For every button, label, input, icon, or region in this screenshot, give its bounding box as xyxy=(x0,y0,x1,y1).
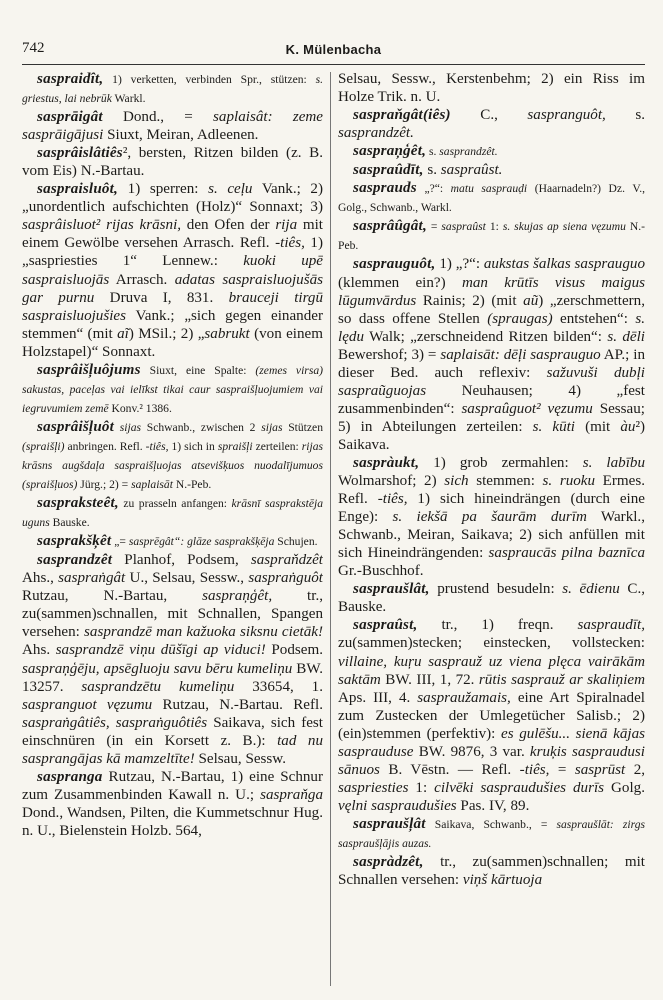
entry-text: s. xyxy=(423,162,441,179)
entry-text: Golg. xyxy=(604,779,645,796)
left-column xyxy=(22,70,323,990)
entry-text: sasprandzêt. xyxy=(338,125,414,142)
entry-text: N.-Peb. xyxy=(172,478,212,492)
entry-text: aĩ xyxy=(117,325,129,342)
running-head: K. Mülenbacha xyxy=(285,42,382,57)
entry-text: vęlni saspraudušies xyxy=(338,797,457,814)
entry-text: s. kūti xyxy=(532,418,575,435)
entry-text: (klemmen ein?) xyxy=(338,274,462,291)
entry-text: saspraûguot² vęzumu xyxy=(461,400,593,417)
entry-text: saspraṅgât xyxy=(58,570,126,587)
entry-text: AP.; in dieser Bed. auch reflexiv: xyxy=(338,346,645,381)
entry-text: saspraṅguôt xyxy=(248,570,323,587)
entry-text: s. ēdienu xyxy=(562,581,620,598)
entry-text: (mit xyxy=(575,418,621,435)
entry-text: Schujen. xyxy=(274,535,318,549)
entry-text: den Ofen der xyxy=(181,217,276,234)
entry-text: Vank.; 2) „unordentlich aufschichten (Holz)“ Sonnaxt; 3) xyxy=(22,181,323,216)
dictionary-entry xyxy=(22,70,323,108)
entry-text: 1) verketten, verbinden Spr., stützen: xyxy=(103,73,316,86)
page-number: 742 xyxy=(22,40,45,56)
entry-text: s. ceļu xyxy=(208,181,253,198)
entry-text: s. labību xyxy=(582,454,645,471)
entry-text: Ahs. xyxy=(22,642,56,659)
entry-text: saspraņģêt, xyxy=(202,588,273,605)
entry-headword: saspraksteêt, xyxy=(37,495,119,512)
entry-text: C., Bauske. xyxy=(338,581,645,616)
entry-text: adatas saspraisluojušās gar purnu xyxy=(22,271,323,306)
entry-text: -tiês, xyxy=(519,761,550,778)
entry-headword: sasprâislâtiês xyxy=(37,145,123,162)
entry-text: 1: xyxy=(485,220,503,234)
entry-text: Rutzau, N.-Bartau, 1) eine Schnur zum Zusammenbinden Kawall n. U.; xyxy=(22,768,323,803)
entry-text: ², bersten, Ritzen bilden (z. B. vom Eis) N.-Bartau. xyxy=(22,145,323,180)
entry-text: s. iekšā pa šaurām durīm xyxy=(392,509,587,526)
entry-text: cilvēki saspraudušies durīs xyxy=(434,779,605,796)
entry-headword: saspraušļât xyxy=(353,815,426,832)
entry-text: Rutzau, N.-Bartau. Refl. xyxy=(152,696,323,713)
entry-headword: sasprâišļuôjums xyxy=(37,361,141,378)
entry-text: saspranguot vęzumu xyxy=(22,696,153,713)
entry-text: Bauske. xyxy=(49,516,90,530)
dictionary-entry xyxy=(22,768,323,840)
entry-text: Dond., Wandsen, Pilten, die Kummetschnur Hug. n. U., Bielenstein Holzb. 564, xyxy=(22,804,323,839)
entry-text: saplaisāt: dēļi sasprauguo xyxy=(440,346,601,363)
dictionary-entry xyxy=(338,161,645,179)
entry-text: saspraušlāt: zirgs saspraušļājis auzas. xyxy=(338,817,645,850)
entry-text: kruķis saspraudusi sānuos xyxy=(338,743,645,778)
entry-text: entstehen“: xyxy=(552,310,636,327)
entry-text: 1) „?“: xyxy=(435,256,484,273)
entry-text: prustend besudeln: xyxy=(429,581,563,598)
entry-text: 33654, 1. xyxy=(234,678,323,695)
entry-text: Vank.; „sich gegen einander stemmen“ (mit xyxy=(22,307,323,342)
entry-text: Neuhausen; 4) „fest zusammenbinden“: xyxy=(338,382,645,417)
entry-text: s. xyxy=(426,145,440,159)
entry-text: saspranguôt, xyxy=(527,107,606,124)
entry-text: 1) sperren: xyxy=(118,181,209,198)
entry-text: 1) sich in xyxy=(168,439,218,453)
dictionary-entry xyxy=(22,532,323,551)
entry-text: (Haarnadeln?) Dz. V., Golg., Schwanb., Warkl. xyxy=(338,182,645,215)
entry-text: matu sasprauḍi xyxy=(450,182,528,196)
entry-text: Siuxt, eine Spalte: xyxy=(140,363,256,377)
entry-text: (von einem Holzstapel)“ Sonnaxt. xyxy=(22,325,323,360)
dictionary-entry xyxy=(338,142,645,161)
entry-text: tr., zu(sammen)schnallen, mit Schnallen, Spangen versehen: xyxy=(22,588,323,641)
entry-text: 1) sich hineindrängen (durch eine Enge): xyxy=(338,491,645,526)
entry-headword: saspraňgât(iês) xyxy=(353,107,451,124)
entry-headword: sasprâûgât, xyxy=(353,218,427,235)
entry-text: saspraužamais, xyxy=(417,689,511,706)
entry-headword: saspràukt, xyxy=(353,454,420,471)
dictionary-entry xyxy=(22,361,323,418)
entry-text: -tiês, xyxy=(275,235,305,252)
dictionary-entry xyxy=(22,144,323,180)
columns xyxy=(22,70,645,990)
entry-text: s. lędu xyxy=(338,310,645,345)
entry-text: es gulēšu... sienā kājas sasprauduse xyxy=(338,725,645,760)
entry-text: viņš kārtuoja xyxy=(462,872,543,889)
entry-text: = xyxy=(549,761,575,778)
entry-text: (spraišļi) xyxy=(22,439,65,453)
dictionary-entry xyxy=(22,494,323,532)
entry-text: s. griestus, lai nebrūk xyxy=(22,73,323,106)
entry-text: saspraudīt, xyxy=(577,617,645,634)
page-header xyxy=(22,36,645,66)
entry-headword: saspranga xyxy=(37,768,103,785)
entry-text: Walk; „zerschneidend Ritzen bilden“: xyxy=(364,328,608,345)
entry-text: zu(sammen)stecken; einstecken, vollstecken: xyxy=(338,635,645,652)
entry-text: BW. III, 1, 72. xyxy=(380,671,479,688)
entry-text: BW. 13257. xyxy=(22,660,323,695)
entry-text: rijas krāsns augšdaļa saspraišļuojas atsevišķuos nuodalījumuos (spraišļuos) xyxy=(22,439,323,492)
entry-text: Arrasch. xyxy=(109,271,175,288)
entry-text: sasprandzêt. xyxy=(439,145,498,159)
entry-text: Dond., = xyxy=(102,109,214,126)
entry-text: 1) grob zermahlen: xyxy=(419,454,583,471)
entry-text: Siuxt, Meiran, Adleenen. xyxy=(103,127,259,144)
entry-text: -tiês, xyxy=(377,491,408,508)
entry-headword: sasprauguôt, xyxy=(353,256,436,273)
entry-text: stemmen: xyxy=(468,473,543,490)
entry-text: Podsem. xyxy=(265,642,323,659)
entry-text: Planhof, Podsem, xyxy=(112,552,251,569)
entry-headword: sasprakšķêt xyxy=(37,533,112,550)
entry-text: sasprūst xyxy=(574,761,626,778)
entry-text: saspraûst. xyxy=(440,162,503,179)
dictionary-entry xyxy=(338,179,645,217)
entry-headword: sasprauds xyxy=(353,180,417,197)
right-column xyxy=(338,70,645,990)
entry-headword: saspraušlât, xyxy=(353,581,430,598)
dictionary-entry xyxy=(22,418,323,494)
entry-text: ²) Saikava. xyxy=(338,418,645,453)
entry-text: eine Art Spiralnadel zum Zustecken der Umlegetücher Salisb.; 2) (ein)stemmen (perfektiv): xyxy=(338,689,645,742)
entry-text: 1: xyxy=(408,779,435,796)
entry-text: Konv.² 1386. xyxy=(108,401,172,415)
entry-headword: saspràdzêt, xyxy=(353,854,424,871)
entry-text: saplaisāt xyxy=(131,478,173,492)
dictionary-entry xyxy=(22,108,323,144)
entry-text: BW. 9876, 3 var. xyxy=(413,743,530,760)
entry-text: Aps. III, 4. xyxy=(338,689,418,706)
entry-text: N.-Peb. xyxy=(338,220,645,253)
entry-text: (spraugas) xyxy=(487,310,553,327)
entry-text: Ermes. Refl. xyxy=(338,473,645,508)
dictionary-entry xyxy=(338,454,645,580)
entry-text: saspraňga xyxy=(260,786,323,803)
entry-text: brauceji tirgū saspraisluojušies xyxy=(22,289,323,324)
entry-text: sasprâisluot² rijas krāsni, xyxy=(22,217,182,234)
dictionary-entry xyxy=(338,580,645,616)
entry-headword: saspraņģêt, xyxy=(353,143,427,160)
entry-text: (zemes virsa) sakustas, paceļas vai ielīkst tikai caur saspraišļuojumiem vai iegruvumiem zemē xyxy=(22,363,323,415)
entry-text: „= xyxy=(111,535,129,549)
entry-text: rija xyxy=(275,217,298,234)
entry-headword: saspraidît, xyxy=(37,71,104,87)
entry-text: saplaisât: zeme sasprāigājusi xyxy=(22,109,323,144)
entry-text: sasprandzētu kumeliņu xyxy=(81,678,235,695)
entry-text: Jürg.; 2) = xyxy=(77,478,132,492)
entry-text: saspraňdzêt xyxy=(250,552,323,569)
entry-text: s. skujas ap siena vęzumu xyxy=(502,220,626,234)
entry-text: zerteilen: xyxy=(252,439,302,453)
entry-text: sijas xyxy=(114,420,142,434)
entry-text: saspraņģēju, apsēgluoju savu bēru kumeliņu xyxy=(22,660,293,677)
entry-headword: sasprâišļuôt xyxy=(37,418,115,435)
entry-text: sasprēgât“: glāze sasprakšķēja xyxy=(128,535,275,549)
entry-text: Bewershof; 3) = xyxy=(338,346,441,363)
dictionary-entry xyxy=(338,853,645,889)
entry-text: Druva I, 831. xyxy=(94,289,229,306)
entry-text: zu prasseln anfangen: xyxy=(118,497,232,511)
entry-text: Saikava, sich fest einschnüren (in ein Korsett z. B.): xyxy=(22,714,323,749)
entry-text: ) MSil.; 2) „ xyxy=(128,325,205,342)
entry-text: saspraṅgâtiês, saspraṅguôtiês xyxy=(22,714,208,731)
entry-headword: saspraûdīt, xyxy=(353,162,424,179)
entry-text: Warkl., Schwanb., Meiran, Saikava; 2) sich anfüllen mit sich Hineindrängenden: xyxy=(338,509,645,562)
entry-text: ) „zerschmettern, so dass offene Stellen xyxy=(338,292,645,327)
entry-text: sich xyxy=(444,473,469,490)
entry-text: B. Vēstn. — Refl. xyxy=(379,761,520,778)
entry-text: man krūtīs visus maigus lūgumvārdus xyxy=(338,274,645,309)
entry-text: Stützen xyxy=(282,420,323,434)
dictionary-entry xyxy=(338,106,645,142)
entry-text: 2, xyxy=(625,761,645,778)
entry-text: saspriesties xyxy=(338,779,409,796)
entry-text: -tiês, xyxy=(145,439,169,453)
entry-text: Pas. IV, 89. xyxy=(456,797,530,814)
entry-text: Selsau, Sessw., Kerstenbehm; 2) ein Riss im Holze Trik. n. U. xyxy=(338,71,645,106)
entry-text: saspraucās pilna baznīca xyxy=(488,545,645,562)
entry-text: mit einem Gewölbe versehen Arrasch. Refl. xyxy=(22,217,323,252)
entry-text: sažuvuši dubļi saspraũguojas xyxy=(338,364,645,399)
entry-text: „?“: xyxy=(416,182,451,196)
entry-text: sasprandzē man kažuoka siksnu cietāk! xyxy=(84,624,323,641)
entry-text: 1) „saspriesties 1“ Lennew.: xyxy=(22,235,323,270)
dictionary-entry xyxy=(338,217,645,255)
dictionary-entry xyxy=(338,70,645,106)
entry-text: tad nu sasprangājas kā mamzeltīte! xyxy=(22,732,323,767)
entry-text: aukstas šalkas sasprauguo xyxy=(483,256,645,273)
entry-text: kuoki upē saspraisluojās xyxy=(22,253,323,288)
entry-text: Ahs., xyxy=(22,570,59,587)
entry-text: tr., 1) freqn. xyxy=(417,617,578,634)
entry-text: Saikava, Schwanb., = xyxy=(425,817,557,831)
entry-text: àu xyxy=(620,418,636,435)
entry-text: s. ruoku xyxy=(542,473,596,490)
entry-headword: sasprandzêt xyxy=(37,552,113,569)
entry-text: Rutzau, N.-Bartau, xyxy=(22,588,203,605)
entry-text: sabrukt xyxy=(204,325,250,342)
entry-text: C., xyxy=(450,107,528,124)
entry-headword: sasprāigât xyxy=(37,109,103,126)
header-rule xyxy=(22,64,645,65)
entry-text: rūtis sasprauž ar skaliņiem xyxy=(478,671,645,688)
entry-text: Wolmarshof; 2) xyxy=(338,473,445,490)
dictionary-entry xyxy=(22,551,323,768)
entry-text: saspraûst xyxy=(441,220,486,234)
entry-text: anbringen. Refl. xyxy=(64,439,146,453)
entry-headword: saspraisluôt, xyxy=(37,181,119,198)
entry-text: villaine, kuŗu sasprauž uz viena plęca vairākām saktām xyxy=(338,653,645,688)
entry-text: Rainis; 2) (mit xyxy=(416,292,524,309)
entry-headword: saspraûst, xyxy=(353,617,418,634)
dictionary-entry xyxy=(338,616,645,815)
entry-text: sasprandzē viņu dūšīgi ap viduci! xyxy=(55,642,266,659)
entry-text: spraišļi xyxy=(217,439,253,453)
entry-text: Warkl. xyxy=(111,92,146,106)
entry-text: s. dēli xyxy=(607,328,645,345)
entry-text: Schwanb., zwischen 2 xyxy=(141,420,262,434)
entry-text: krāsnī sasprakstēja uguns xyxy=(22,497,323,530)
entry-text: U., Selsau, Sessw., xyxy=(125,570,249,587)
entry-text: = xyxy=(426,220,442,234)
dictionary-entry xyxy=(22,180,323,360)
entry-text: tr., zu(sammen)schnallen; mit Schnallen versehen: xyxy=(338,854,645,889)
entry-text: Gr.-Buschhof. xyxy=(338,563,424,580)
dictionary-entry xyxy=(338,255,645,454)
entry-text: Sessau; 5) in Abteilungen zerteilen: xyxy=(338,400,645,435)
entry-text: aũ xyxy=(523,292,539,309)
entry-text: sijas xyxy=(261,420,283,434)
entry-text: Selsau, Sessw. xyxy=(194,750,286,767)
dictionary-entry xyxy=(338,815,645,853)
entry-text: s. xyxy=(605,107,645,124)
